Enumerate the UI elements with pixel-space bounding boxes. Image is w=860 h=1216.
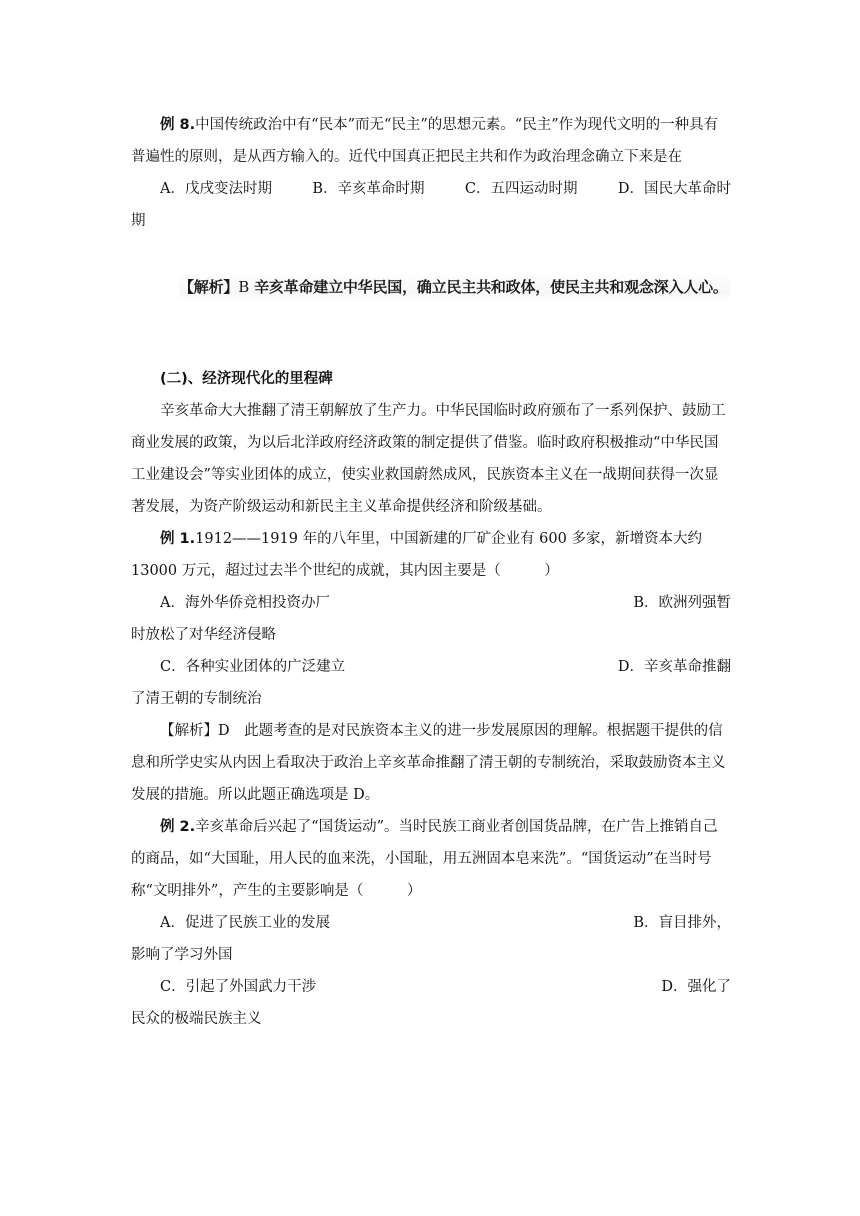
example-2-option-d-tail: 民众的极端民族主义	[131, 1011, 262, 1027]
example-1-options-ab	[131, 587, 731, 619]
example-8-options	[131, 173, 731, 205]
example-2-option-a: A．促进了民族工业的发展	[160, 915, 330, 931]
example-1-option-b-head: B．欧洲列强暂	[633, 595, 731, 611]
example-1-options-cd	[131, 651, 731, 683]
example-2-option-d-head: D．强化了	[661, 979, 731, 995]
example-1-stem	[131, 523, 731, 587]
example-2-options-cd	[131, 971, 731, 1003]
example-8-option-c: C．五四运动时期	[464, 181, 578, 197]
example-2-stem	[131, 811, 731, 907]
example-1-analysis: 【解析】D 此题考查的是对民族资本主义的进一步发展原因的理解。根据题干提供的信息和所学史实从内因上看取决于政治上辛亥革命推翻了清王朝的专制统治，采取鼓励资本主义发展的措施。所以此题正确选项是 D。	[131, 723, 726, 803]
example-2-option-b-tail: 影响了学习外国	[131, 947, 233, 963]
example-8-option-b: B．辛亥革命时期	[312, 181, 425, 197]
example-8-stem	[131, 109, 731, 173]
section-title: (二)、经济现代化的里程碑	[160, 371, 333, 387]
example-8-analysis-tag: 【解析】	[179, 278, 239, 296]
example-2-stem-text: 辛亥革命后兴起了“国货运动”。当时民族工商业者创国货品牌，在广告上推销自己的商品，如“大国耻，用人民的血来洗，小国耻，用五洲固本皂来洗”。“国货运动”在当时号称“文明排外”，产生的主要影响是（ ）	[131, 819, 718, 899]
example-1-option-d-tail: 了清王朝的专制统治	[131, 691, 262, 707]
example-8-option-d-head: D．国民大革命时	[617, 181, 731, 197]
example-8-label: 例 8.	[160, 117, 196, 133]
example-8-stem-text: 中国传统政治中有“民本”而无“民主”的思想元素。“民主”作为现代文明的一种具有普遍性的原则，是从西方输入的。近代中国真正把民主共和作为政治理念确立下来是在	[131, 117, 719, 165]
example-8-analysis-answer: B	[238, 278, 250, 296]
example-8-option-d-tail: 期	[131, 213, 146, 229]
example-1-option-b-tail: 时放松了对华经济侵略	[131, 627, 276, 643]
example-1-label: 例 1.	[160, 531, 196, 547]
example-1-option-c: C．各种实业团体的广泛建立	[160, 659, 346, 675]
example-1-option-a: A．海外华侨竞相投资办厂	[160, 595, 330, 611]
example-8-analysis-text: 辛亥革命建立中华民国，确立民主共和政体，使民主共和观念深入人心。	[254, 278, 728, 296]
example-8-option-a: A．戊戌变法时期	[160, 181, 272, 197]
example-2-options-ab	[131, 907, 731, 939]
example-2-option-c: C．引起了外国武力干涉	[160, 979, 317, 995]
example-2-label: 例 2.	[160, 819, 196, 835]
section-paragraph: 辛亥革命大大推翻了清王朝解放了生产力。中华民国临时政府颁布了一系列保护、鼓励工商业发展的政策，为以后北洋政府经济政策的制定提供了借鉴。临时政府积极推动“中华民国工业建设会”等实业团体的成立，使实业救国蔚然成风，民族资本主义在一战期间获得一次显著发展，为资产阶级运动和新民主主义革命提供经济和阶级基础。	[131, 403, 726, 515]
document-content	[131, 109, 731, 1035]
example-1-stem-text: 1912——1919 年的八年里，中国新建的厂矿企业有 600 多家，新增资本大约 13000 万元，超过过去半个世纪的成就，其内因主要是（ ）	[131, 531, 702, 579]
example-1-option-d-head: D．辛亥革命推翻	[617, 659, 731, 675]
example-2-option-b-head: B．盲目排外，	[633, 915, 731, 931]
example-8-analysis-image	[179, 273, 731, 301]
